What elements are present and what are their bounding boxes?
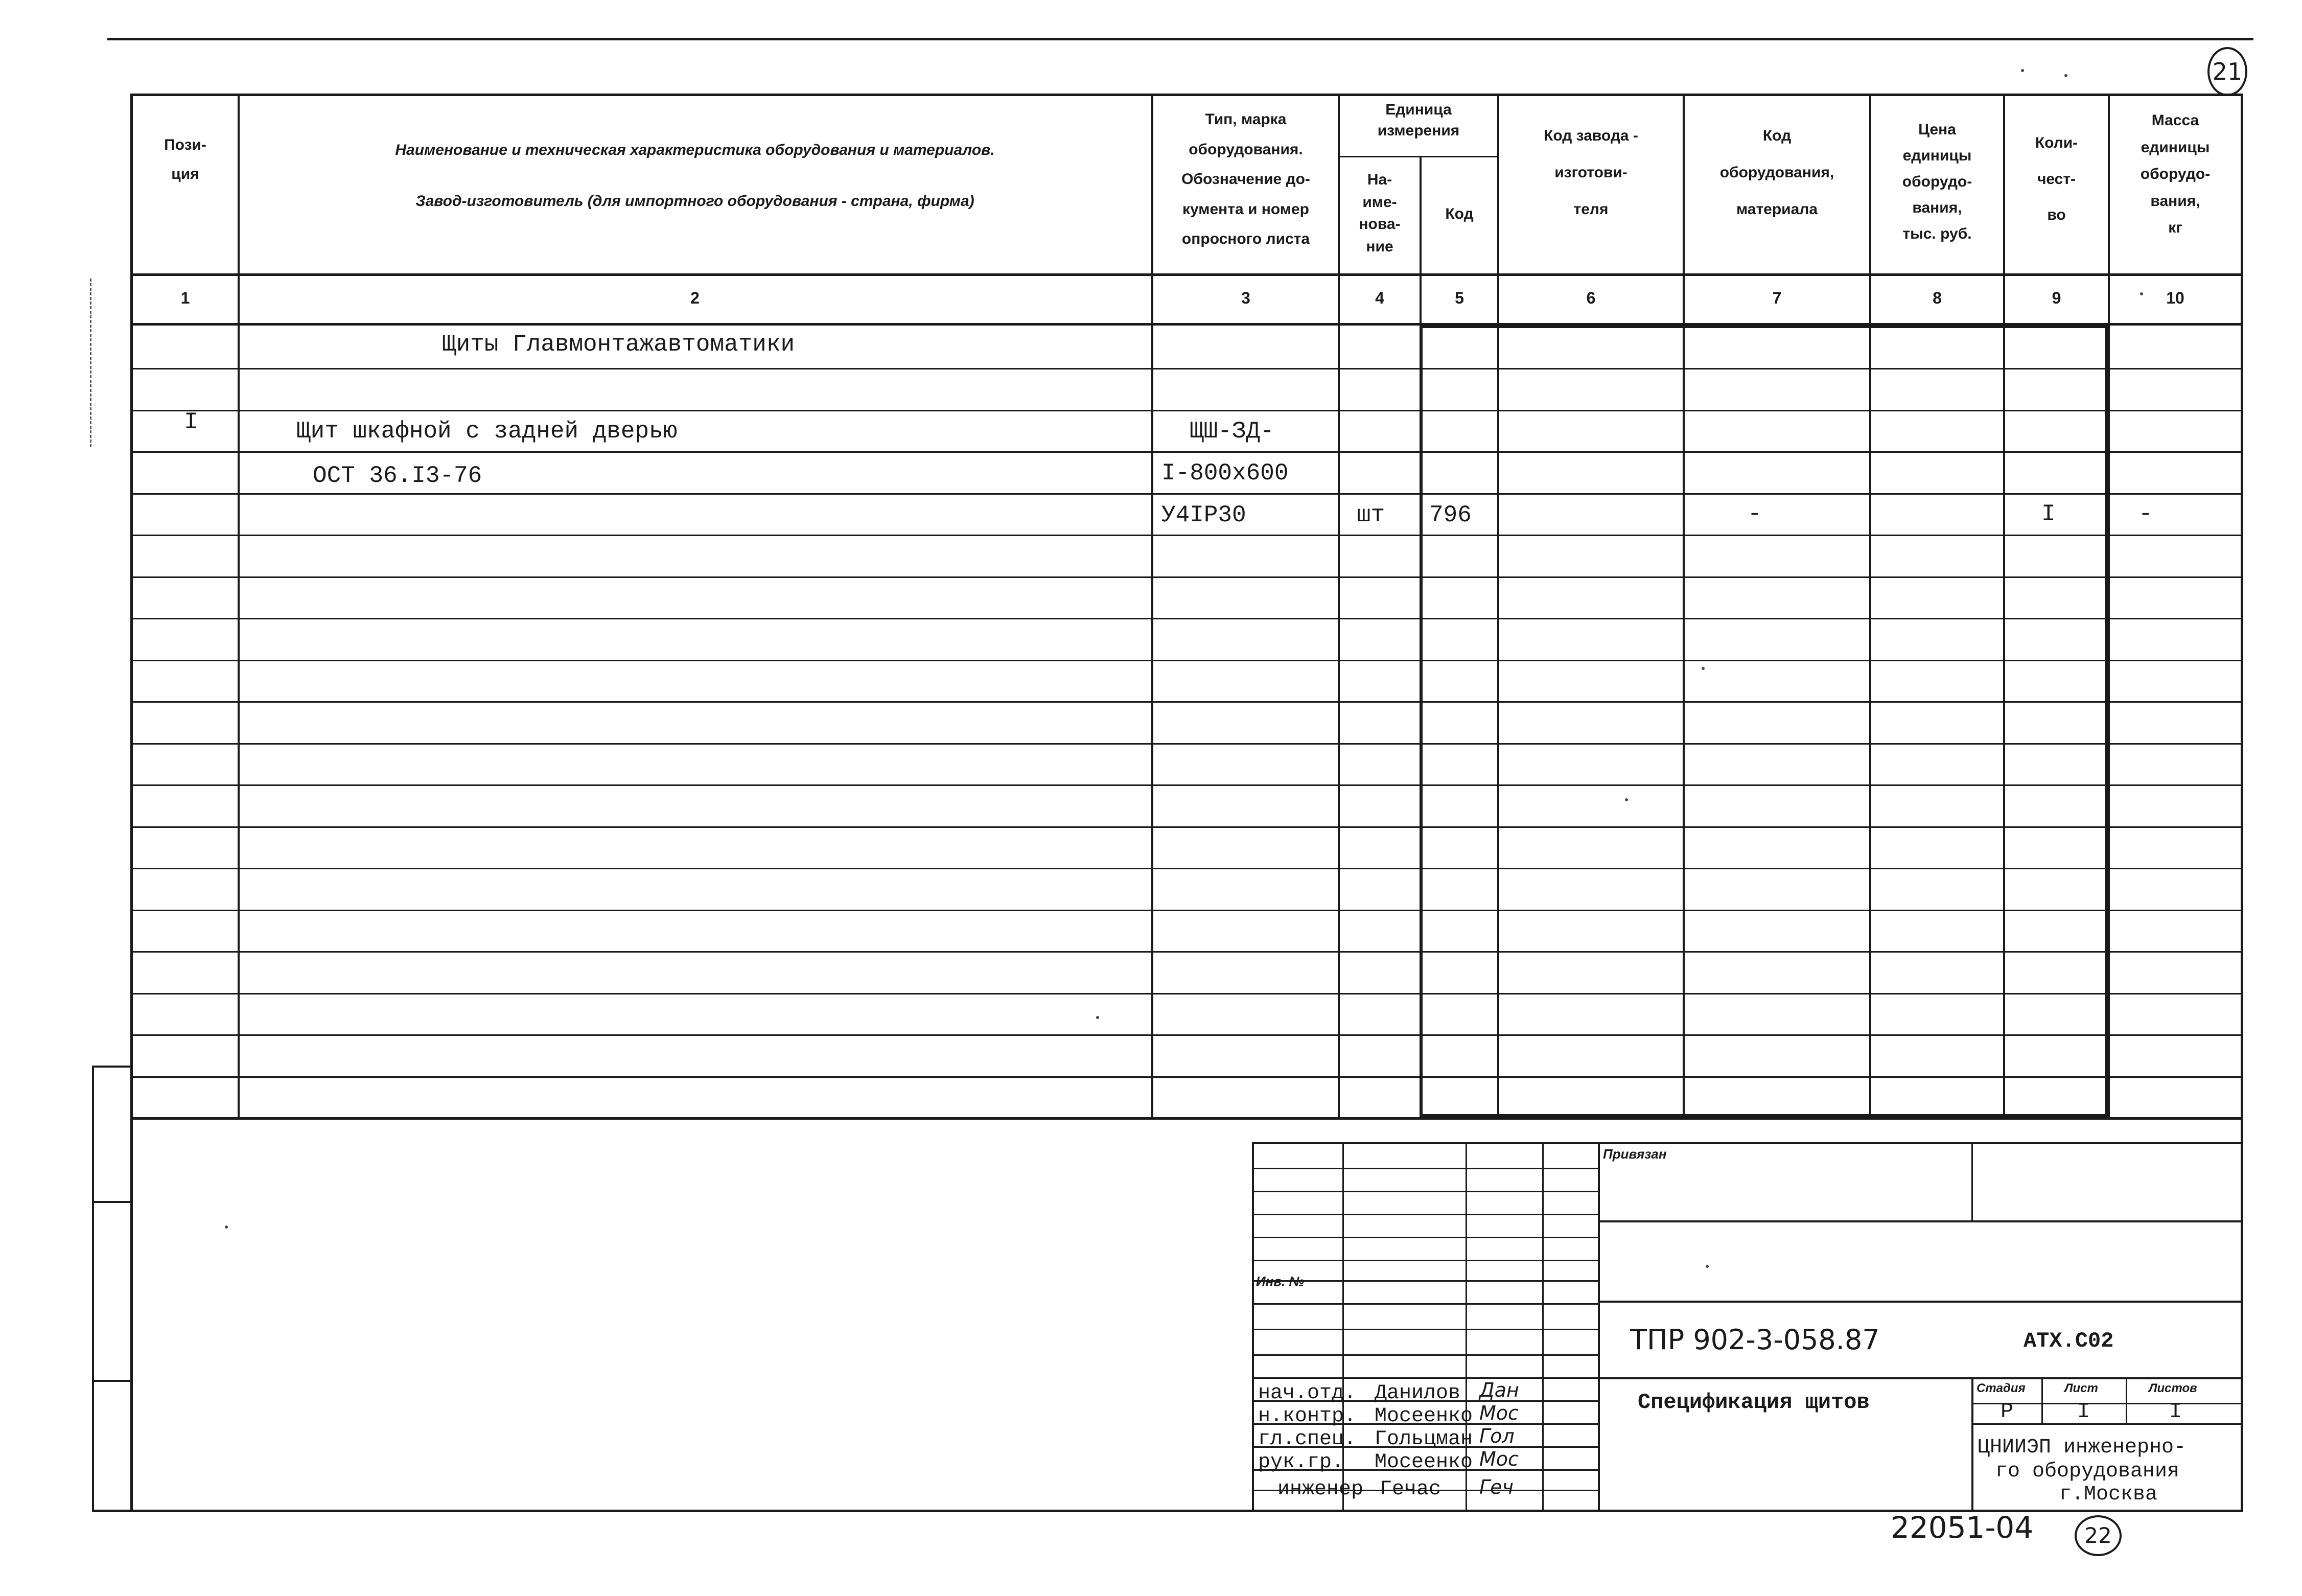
- item-quantity: I: [2041, 501, 2056, 527]
- signature-grid-rule: [1253, 1260, 1599, 1261]
- unit-group-rule: [1338, 156, 1499, 157]
- signature-grid-rule: [1253, 1329, 1599, 1330]
- tb-left-rule: [1252, 1142, 1254, 1510]
- scan-speck: [1706, 1265, 1709, 1268]
- staff-role-2: н.контр.: [1258, 1405, 1357, 1428]
- scan-speck: [2140, 292, 2143, 295]
- staff-signature-1: Дан: [1479, 1379, 1519, 1401]
- vline-1: [238, 94, 240, 1118]
- staff-role-1: нач.отд.: [1258, 1382, 1357, 1405]
- staff-role-4: рук.гр.: [1258, 1451, 1344, 1474]
- item-type-line3: У4IP30: [1161, 502, 1246, 528]
- sheet-label: Лист: [2064, 1381, 2098, 1395]
- staff-signature-5: Геч: [1479, 1476, 1514, 1498]
- table-row-rule: [132, 784, 2242, 786]
- sheet-mark: 21: [2207, 47, 2247, 96]
- thick-region: [1420, 325, 2108, 1117]
- header-unit-code: Код: [1445, 205, 1474, 222]
- scan-speck: [1625, 798, 1628, 801]
- signature-grid-rule: [1253, 1191, 1599, 1192]
- tb-rule-3: [1598, 1377, 2243, 1379]
- frame-right: [2241, 94, 2243, 1512]
- table-row-rule: [132, 743, 2242, 745]
- staff-name-1: Данилов: [1375, 1382, 1461, 1405]
- header-quantity: Коли- чест- во: [2035, 134, 2078, 223]
- side-strip-marks: [90, 279, 99, 447]
- signature-grid-rule: [1253, 1280, 1599, 1282]
- privyazan-label: Привязан: [1603, 1146, 1667, 1162]
- org-line-2: го оборудования: [1995, 1460, 2180, 1483]
- header-position: Пози- ция: [164, 136, 206, 182]
- colnum-4: 4: [1375, 289, 1384, 307]
- colnum-8: 8: [1933, 289, 1942, 307]
- staff-role-5: инженер: [1277, 1478, 1364, 1501]
- staff-name-5: Гечас: [1380, 1478, 1441, 1501]
- table-row-rule: [132, 701, 2242, 703]
- table-row-rule: [132, 451, 2242, 453]
- colnum-3: 3: [1241, 289, 1250, 307]
- tb-vline-3: [1542, 1142, 1544, 1510]
- table-row-rule: [132, 993, 2242, 994]
- vline-9: [2108, 94, 2110, 1118]
- item-name: Щит шкафной с задней дверью: [296, 418, 678, 445]
- scan-speck: [225, 1225, 228, 1229]
- table-row-rule: [132, 1034, 2242, 1036]
- table-row-rule: [132, 660, 2242, 661]
- table-row-rule: [132, 951, 2242, 953]
- colnum-9: 9: [2052, 289, 2061, 307]
- colnum-1: 1: [180, 289, 190, 307]
- sheet-value: I: [2077, 1399, 2090, 1424]
- top-rule: [107, 38, 2253, 40]
- table-bottom-rule: [130, 1117, 2243, 1120]
- org-line-1: ЦНИИЭП инженерно-: [1978, 1436, 2187, 1459]
- item-unit: шт: [1357, 502, 1385, 528]
- signature-grid-rule: [1253, 1237, 1599, 1238]
- table-row-rule: [132, 535, 2242, 536]
- table-row-rule: [132, 368, 2242, 369]
- table-row-rule: [132, 1076, 2242, 1078]
- frame-top: [130, 94, 2243, 96]
- inv-label: Инв. №: [1256, 1274, 1305, 1289]
- table-row-rule: [132, 826, 2242, 828]
- header-mass: Масса единицы оборудо- вания, кг: [2140, 112, 2211, 236]
- doc-number: ТПР 902-3-058.87: [1630, 1324, 1880, 1356]
- org-line-3: г.Москва: [2059, 1483, 2158, 1506]
- staff-signature-2: Мос: [1479, 1402, 1519, 1424]
- item-equipment-code: -: [1748, 501, 1762, 527]
- tb-vline-4: [1598, 1142, 1600, 1510]
- signature-grid-rule: [1253, 1354, 1599, 1356]
- sheets-label: Листов: [2149, 1381, 2197, 1395]
- colnum-2: 2: [690, 289, 700, 307]
- tb-top-rule: [1252, 1142, 2243, 1144]
- scan-speck: [2021, 69, 2024, 72]
- header-bottom-rule: [130, 273, 2243, 276]
- tb-privyazan-split: [1971, 1142, 1973, 1221]
- section-title: Щиты Главмонтажавтоматики: [442, 331, 795, 358]
- doc-title: Спецификация щитов: [1638, 1390, 1870, 1415]
- signature-grid-rule: [1253, 1303, 1599, 1305]
- bottom-number: 22051-04: [1891, 1510, 2034, 1545]
- header-type: Тип, марка оборудования. Обозначение до- кумента и номер опросного листа: [1181, 111, 1310, 247]
- header-unit-name: На- име- нова- ние: [1359, 171, 1401, 255]
- bottom-mark: 22: [2075, 1515, 2122, 1556]
- scan-speck: [2064, 74, 2067, 77]
- item-unit-code: 796: [1429, 502, 1472, 528]
- scan-speck: [1702, 667, 1705, 670]
- table-row-rule: [132, 910, 2242, 911]
- side-strip-line-1: [92, 1066, 132, 1068]
- stage-label: Стадия: [1977, 1381, 2026, 1395]
- tb-rule-1: [1598, 1220, 2243, 1222]
- tb-rule-2: [1598, 1301, 2243, 1303]
- table-row-rule: [132, 493, 2242, 495]
- vline-2: [1151, 94, 1153, 1118]
- doc-code: АТХ.С02: [2024, 1329, 2114, 1353]
- signature-grid-rule: [1253, 1168, 1599, 1169]
- signature-grid-rule: [1253, 1377, 1599, 1379]
- header-name-line2: Завод-изготовитель (для импортного оборудования - страна, фирма): [415, 193, 974, 210]
- side-strip-vertical: [92, 1066, 94, 1511]
- colnum-7: 7: [1772, 289, 1782, 307]
- item-mass: -: [2138, 501, 2153, 527]
- table-row-rule: [132, 868, 2242, 869]
- side-strip-line-2: [92, 1201, 132, 1203]
- header-unit-group: Единица измерения: [1377, 101, 1460, 139]
- side-strip-line-3: [92, 1380, 132, 1382]
- sheets-value: I: [2169, 1399, 2182, 1424]
- item-type-line1: ЩШ-ЗД-: [1190, 418, 1274, 445]
- header-equipment-code: Код оборудования, материала: [1719, 127, 1834, 218]
- tb-stage-vline-2: [2126, 1377, 2127, 1424]
- tb-vline-stage: [1971, 1377, 1973, 1510]
- scan-speck: [1096, 1016, 1099, 1019]
- signature-grid-rule: [1253, 1214, 1599, 1215]
- colnum-6: 6: [1586, 289, 1596, 307]
- tb-stage-vline-1: [2041, 1377, 2043, 1424]
- staff-signature-4: Мос: [1479, 1448, 1519, 1470]
- item-position: I: [184, 409, 198, 435]
- staff-role-3: гл.спец.: [1258, 1428, 1357, 1451]
- stage-value: Р: [2001, 1399, 2014, 1424]
- table-row-rule: [132, 618, 2242, 619]
- table-row-rule: [132, 576, 2242, 578]
- header-name-line1: Наименование и техническая характеристика оборудования и материалов.: [395, 142, 995, 158]
- table-row-rule: [132, 410, 2242, 411]
- item-type-line2: I-800x600: [1161, 460, 1289, 487]
- colnum-10: 10: [2166, 289, 2184, 307]
- staff-name-3: Гольцман: [1375, 1428, 1473, 1451]
- item-standard: ОСТ 36.I3-76: [313, 462, 482, 489]
- staff-name-4: Мосеенко: [1375, 1451, 1473, 1474]
- colnum-5: 5: [1455, 289, 1464, 307]
- staff-signature-3: Гол: [1479, 1425, 1515, 1447]
- staff-name-2: Мосеенко: [1375, 1405, 1473, 1428]
- header-plant-code: Код завода - изготови- теля: [1544, 127, 1638, 218]
- header-price: Цена единицы оборудо- вания, тыс. руб.: [1902, 121, 1972, 242]
